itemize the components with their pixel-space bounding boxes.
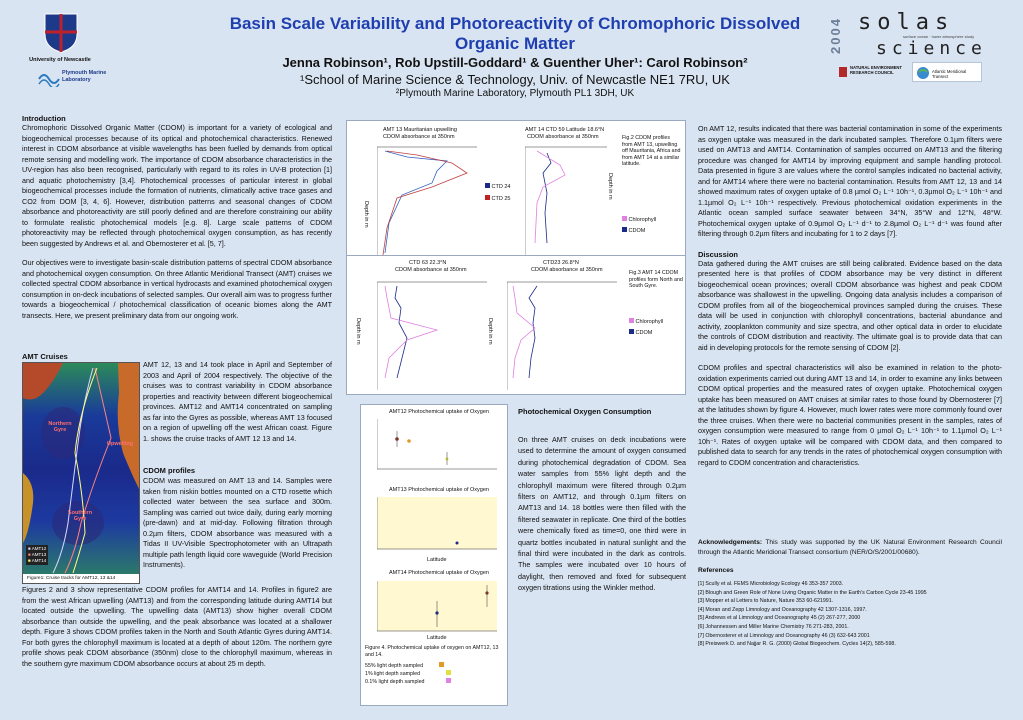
poster-title: [180, 14, 850, 54]
reference-item: [6] Johannessen and Miller Marine Chemistry 76 271-283, 2001.: [698, 623, 849, 630]
fig2-right-title-1: AMT 14 CTD 59 Latitude 18.6°N: [525, 127, 605, 133]
fig2-right-cdom-line: [543, 153, 551, 243]
newcastle-logo-text: University of Newcastle: [29, 57, 91, 63]
fig4-chart2-title: AMT13 Photochemical uptake of Oxygen: [389, 487, 489, 493]
fig4-caption: Figure 4. Photochemical uptake of oxygen on AMT12, 13 and 14.: [365, 645, 499, 658]
fig2-left-title-2: CDOM absorbance at 350nm: [383, 134, 455, 140]
fig3-right-title-1: CTD23 26.8°N: [543, 260, 579, 266]
left-column: [22, 114, 332, 321]
reference-item: [3] Mopper et al Letters to Nature, Nature 353 60-621991.: [698, 598, 834, 605]
fig4-xlabel-2: Latitude: [427, 557, 447, 563]
fig4-legend-01: 0.1% light depth sampled: [365, 678, 451, 686]
figures-text: Figures 2 and 3 show representative CDOM profiles for AMT14 and 14. Profiles in figure2 are from the west African upwelling (AMT13) and from the corresponding latitude during AMT14 but located outside the upwelling. The upwelling data (AMT13) show higher overall CDOM absorbance than outside the upwelling, and the peak absorbance was located at a shallower depth. Figure 3 shows CDOM profiles taken in the North and South Atlantic Gyres during AMT14. For both gyres the chlorophyll maximum is located at a depth of about 120m. The northern gyre profile shows peak CDOM absorbance (350nm) close to the chlorophyll maximum, whereas in the southern gyre maximum CDOM absorbance occurs at about 25 m depth.: [22, 585, 332, 668]
fig4-chart3: [377, 581, 497, 635]
intro-text: Chromophoric Dissolved Organic Matter (CDOM) is important for a variety of ecological and biogeochemical processes because of its optical and photochemical characteristics. Renewed interest in CDOM absorbance at visible wavelengths has been fuelled by demands from optical remote sensing and modelling work. The importance of CDOM absorbance characteristics in the UV-region has also been recognised, particularly with regard to its roles in UV-B protection [1] and aquatic photochemistry [3,4]. Photochemical processes of particular interest in global biogeochemical processes include the formation of nutrients, climatically active trace gases and CO2 from DOM [3, 4, 6]. However, distribution patterns and seasonal changes of CDOM absorbance and photoreactivity are still poorly defined and are therefore constraining our ability to formulate realistic photochemical models [e.g. 8]. Large scale patterns of CDOM photoreactivity may be reflected through photochemical oxygen consumption, as has recently been suggested by Andrews et al. and Obernosterer et al. [5, 7].: [22, 123, 332, 248]
affiliation-1: ¹School of Marine Science & Technology, Univ. of Newcastle NE1 7RU, UK: [300, 72, 730, 87]
map-legend: [26, 545, 48, 565]
fig2-right-title-2: CDOM absorbance at 350nm: [527, 134, 599, 140]
fig2-legend-chl: Chlorophyll: [622, 216, 656, 224]
fig2-left-title-1: AMT 13 Mauritanian upwelling: [383, 127, 457, 133]
nerc-logo-text: NATURAL ENVIRONMENT RESEARCH COUNCIL: [850, 65, 902, 75]
map-legend-amt12: ■ AMT12: [28, 546, 47, 551]
fig3-legend-cdom: CDOM: [629, 329, 663, 337]
map-label-upwelling: Upwelling: [107, 441, 133, 447]
fig2-legend: [485, 183, 510, 203]
nerc-leaf-icon: [838, 66, 848, 78]
amt-globe-icon: [916, 66, 930, 80]
map-label-northern-gyre: Northern Gyre: [48, 421, 72, 433]
fig3-left-title-1: CTD 63 22.3°N: [409, 260, 447, 266]
reference-item: [5] Andrews et al Limnology and Oceanography 45 (2) 267-277, 2000: [698, 615, 861, 622]
discussion-text: Data gathered during the AMT cruises are still being calibrated. Evidence based on the data presented here is that profiles of CDOM absorbance may be very distinct in different biogeochemical ocean provinces; overall CDOM absorbance was highest and peak CDOM absorbance was shallowest in the upwelling. Ongoing data analysis includes a comparison of CDOM profiles from all of the biogeochemical provinces sampled during the cruises. These data will be used in conjunction with chlorophyll concentrations, bacterial abundance and activity, zooplankton community and size spectra, and other optical data in order to elucidate the controls of CDOM distribution and reactivity. The ultimate goal is to provide data that can aid in developing protocols for the remote sensing of CDOM [2].: [698, 258, 1002, 352]
title-line-1: Basin Scale Variability and Photoreactivity of Chromophoric Dissolved: [229, 14, 801, 33]
plymouth-logo-text: Plymouth Marine Laboratory: [62, 70, 107, 83]
fig2-ctd25-line: [383, 151, 467, 255]
affiliation-2: ²Plymouth Marine Laboratory, Plymouth PL1 3DH, UK: [395, 88, 635, 99]
fig3-left-title-2: CDOM absorbance at 350nm: [395, 267, 467, 273]
fig4-xlabel-3: Latitude: [427, 635, 447, 641]
fig4-legend-1: 1% light depth sampled: [365, 670, 451, 678]
amt-logo-text: Atlantic Meridional Transect: [932, 69, 967, 79]
fig2-right-chart: [525, 143, 607, 261]
intro-heading: Introduction: [22, 114, 66, 123]
cruise-map: [22, 362, 140, 584]
cruise-map-svg: [23, 363, 140, 575]
reference-item: [7] Obernosterer et al Limnology and Oceanography 46 (3) 632-643 2001: [698, 632, 870, 639]
figure-3-panel: [346, 255, 686, 395]
fig2-legend-right: [622, 216, 656, 235]
fig3-right-ylabel: Depth in m: [487, 318, 493, 345]
amt-logo: [912, 62, 982, 82]
figure-4-panel: [360, 404, 508, 706]
solas-tagline: surface ocean · lower atmosphere study: [903, 34, 975, 39]
plymouth-wave-icon: [38, 69, 60, 87]
profiles-heading: CDOM profiles: [143, 466, 196, 475]
fig3-left-chl-line: [385, 286, 437, 378]
cruises-heading: AMT Cruises: [22, 352, 68, 361]
fig4-chart1: [377, 419, 497, 473]
reference-item: [8] Preiswerk D. and Najjar R. G. (2000) Global Biogeochem. Cycles 14(2), 585-598.: [698, 641, 896, 648]
map-legend-amt13: ■ AMT13: [28, 552, 47, 557]
oxygen-text: On three AMT cruises on deck incubations were used to determine the amount of oxygen consumed during photochemical degradation of CDOM. Sea water samples from 55% light depth and the chlorophyll maximum were filtered through 0.2µm filters on AMT12, and through 0.1µm filters on AMT13 and 14. 18 bottles were then filled with the filtered seawater in replicate. One third of the bottles were chemically fixed as time=0, one third were in quartz bottles incubated in natural sunlight and the final third were incubated in the dark as controls. The samples were incubated over 10 hours of daylight, then removed and fixed for subsequent oxygen titrations using the Winkler method.: [518, 435, 686, 593]
title-line-2: Organic Matter: [455, 34, 575, 53]
figure-2-panel: [346, 120, 686, 265]
profiles-text: CDOM was measured on AMT 13 and 14. Samples were taken from niskin bottles mounted on a CTD rosette which collected water between the sea surface and 300m. Sampling was carried out twice daily, during early morning (pre-dawn) and at mid-day. Following filtration through 0.2µm filters, CDOM absorbance was measured with a Tidas II UV-Visible Spectrophotometer with an Ultrapath multiple path length liquid core waveguide (World Precision Instruments).: [143, 476, 332, 569]
acknowledgements: [698, 538, 1002, 558]
fig3-legend: [629, 318, 663, 337]
fig2-right-ylabel: Depth in m: [607, 173, 613, 200]
fig4-legend: [365, 662, 451, 686]
fig2-caption: Fig.2 CDOM profiles from AMT 13, upwelling off Mauritania, Africa and from AMT 14 at a similar latitude.: [622, 135, 681, 168]
map-legend-amt14: ■ AMT14: [28, 558, 47, 563]
discussion-heading: Discussion: [698, 249, 739, 259]
ack-label: Acknowledgements:: [698, 539, 763, 546]
fig3-left-chart: [377, 278, 487, 390]
ack-text: This study was supported by the UK Natural Environment Research Council through the Atlantic Meridional Transect consortium (NER/O/S/2001/00680).: [698, 539, 1002, 556]
fig4-chart2: [377, 497, 497, 557]
right-column: [698, 124, 1002, 468]
fig4-chart3-title: AMT14 Photochemical uptake of Oxygen: [389, 570, 489, 576]
fig2-left-ylabel: Depth in m: [363, 201, 369, 228]
solas-year: 2004: [828, 17, 843, 54]
reference-item: [1] Scully et al. FEMS Microbiology Ecology 46 353-357 2003.: [698, 581, 844, 587]
map-caption: Figure1: Cruise tracks for AMT12, 13 &14: [23, 574, 140, 583]
future-text: CDOM profiles and spectral characteristics will also be examined in relation to the photo-oxidation experiments carried out during AMT 13 and 14, in order to examine any links between CDOM optical properties and the measured rates of oxygen uptake. Photochemical oxygen uptake has been measured on AMT cruises at similar rates to those found by Obernosterer [7] at the latitudes shown by figure 4. However, much lower rates were more commonly found over the three cruises. When there were no bacterial communities present in the samples, rates of oxygen consumption were measured to range from 0 µmol O₂ L⁻¹ 10h⁻¹ to 1.1µmol O₂ L⁻¹ 10h⁻¹. Rates of oxygen uptake will be compared with CDOM data, and then compared to published data to search for any trends in the rates of photochemical oxygen consumption with regard to CDOM concentration and characteristics.: [698, 363, 1002, 467]
fig2-legend-cdom: CDOM: [622, 227, 656, 235]
newcastle-crest-icon: [41, 12, 81, 54]
fig3-left-ylabel: Depth in m: [355, 318, 361, 345]
map-label-southern-gyre: Southern Gyre: [67, 510, 93, 522]
fig2-legend-ctd24: CTD 24: [485, 183, 510, 191]
fig2-legend-ctd25: CTD 25: [485, 195, 510, 203]
nerc-logo: [838, 64, 908, 82]
newcastle-logo: [15, 10, 105, 68]
fig4-chart1-title: AMT12 Photochemical uptake of Oxygen: [389, 409, 489, 415]
fig3-right-chart: [507, 278, 617, 390]
fig3-right-title-2: CDOM absorbance at 350nm: [531, 267, 603, 273]
fig3-left-cdom-line: [395, 286, 407, 378]
references-heading: References: [698, 567, 734, 574]
reference-item: [2] Blough and Green Role of None Living Organic Matter in the Earth's Carbon Cycle 23-45 1995: [698, 589, 927, 596]
fig4-legend-55: 55% light depth sampled: [365, 662, 451, 670]
solas-logo: [828, 10, 998, 59]
objectives-text: Our objectives were to investigate basin-scale distribution patterns of spectral CDOM absorbance and photochemical oxygen consumption. On three Atlantic Meridional Transect (AMT) cruises we collected spectral CDOM absorbance in vertical hydrocasts and examined photochemical oxygen consumption in on-deck incubations of selected samples. Our overall aim was to progress further towards a biogeochemical / photochemical classification of oceanic biomes along the AMT transects. Here, we present preliminary data from our ongoing work.: [22, 258, 332, 320]
references-list: [698, 580, 1002, 649]
oxygen-heading: Photochemical Oxygen Consumption: [518, 407, 652, 416]
fig3-legend-chl: Chlorophyll: [629, 318, 663, 326]
solas-word-2: science: [876, 38, 987, 59]
fig2-left-chart: [377, 143, 477, 261]
fig3-right-chl-line: [513, 286, 535, 378]
authors: Jenna Robinson¹, Rob Upstill-Goddard¹ & Guenther Uher¹: Carol Robinson²: [282, 55, 748, 70]
solas-word-1: solas: [858, 10, 955, 35]
reference-item: [4] Moran and Zepp Limnology and Oceanography 42 1307-1316, 1997.: [698, 606, 867, 613]
fig2-ctd24-line: [385, 151, 447, 253]
results-text: On AMT 12, results indicated that there was bacterial contamination in some of the experiments as oxygen uptake was measured in the dark incubated samples. Therefore 0.1µm filters were used on AMT13 and AMT14. Contamination of samples occurred on AMT13 and the filtering procedure was changed for AMT14 by improving equipment and sample handling protocol. Data presented in figure 3 are values where the control samples indicated no bacterial activity, and for AMT14 where there were no bacterial contamination. Results from AMT 12, 13 and 14 showed maximum rates of oxygen uptake of 0.8 µmol O₂ L⁻¹ 10h⁻¹, 0.3µmol O₂ L⁻¹ 10h⁻¹ and 1.1µmol O₂ L⁻¹ 10h⁻¹ respectively. Previous photochemical oxidation experiments in the Atlantic ocean sampled surface seawater between 34°N, 35°W and 12°N, 48°W. Photochemical oxygen uptake of 0.9µmol O₂ L⁻¹ d⁻¹ to 2.8µmol O₂ L⁻¹ d⁻¹ was found after filtering through 0.2µm filters and incubating for 1 to 2 days [7].: [698, 124, 1002, 238]
fig3-caption: Fig.3 AMT 14 CDOM profiles form North and South Gyre.: [629, 270, 683, 290]
cruises-text: AMT 12, 13 and 14 took place in April and September of 2003 and April of 2004 respectively. The objective of the cruises was to contrast variability in CDOM absorbance properties and reactivity between different biogeochemical provinces. AMT12 and AMT14 concentrated on sampling as far into the Gyres as possible, whereas AMT 13 focused on a region of upwelling off the west African coast. Figure 1. shows the cruise tracks of AMT 12 13 and 14.: [143, 360, 332, 443]
plymouth-logo: [38, 66, 118, 92]
